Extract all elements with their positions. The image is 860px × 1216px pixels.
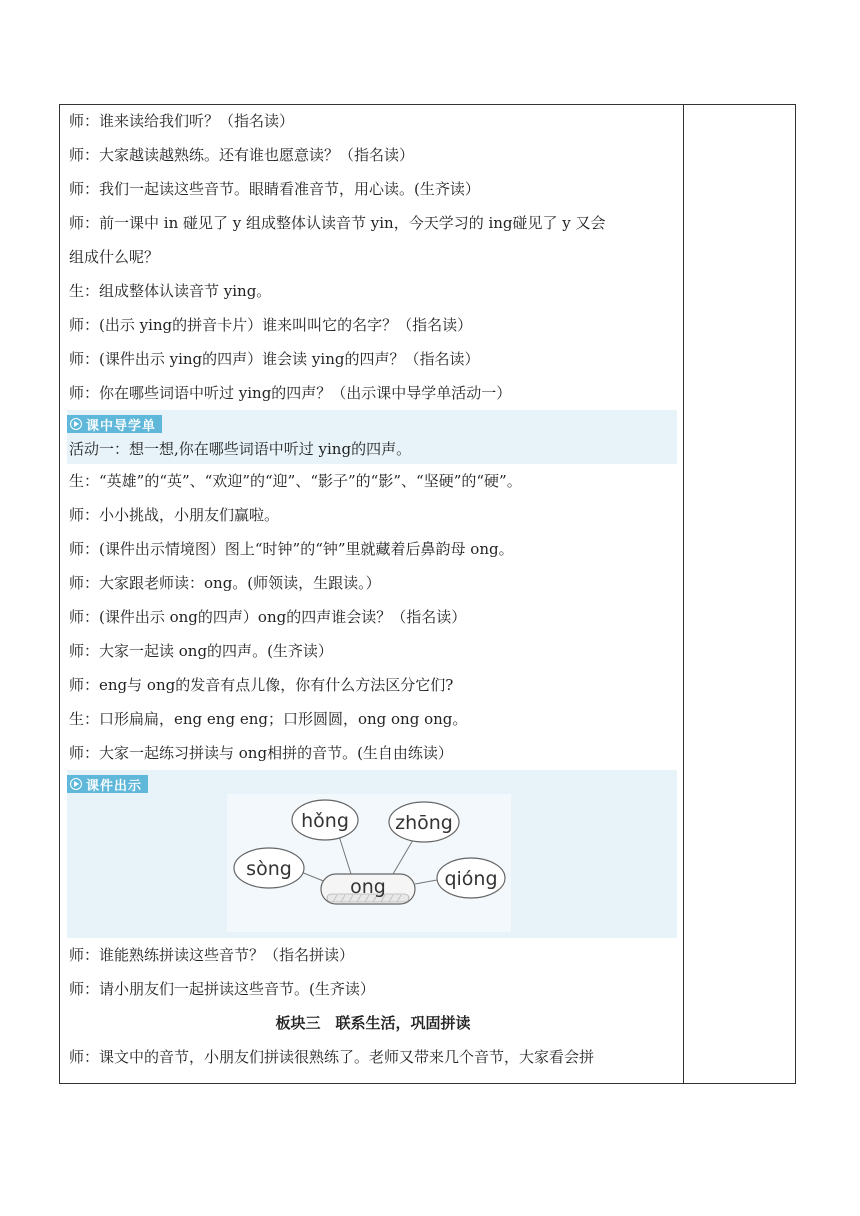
text-line: 组成什么呢？ — [69, 248, 160, 266]
text-line: 生：组成整体认读音节 ying。 — [69, 282, 272, 300]
text-line: 师：(课件出示 ong的四声）ong的四声谁会读？（指名读） — [69, 608, 467, 626]
courseware-tag-label: 课件出示 — [86, 778, 143, 794]
text-line: 师：谁能熟练拼读这些音节？（指名拼读） — [69, 946, 355, 964]
text-line: 师：eng与 ong的发音有点儿像，你有什么方法区分它们? — [69, 676, 454, 694]
syllable-bubble: sòng — [246, 858, 292, 880]
text-line: 师：小小挑战，小朋友们赢啦。 — [69, 506, 280, 524]
text-line: 师：(课件出示 ying的四声）谁会读 ying的四声？（指名读） — [69, 350, 480, 368]
play-circle-icon — [70, 418, 82, 430]
text-line: 师：请小朋友们一起拼读这些音节。(生齐读） — [69, 980, 375, 998]
text-line: 师：我们一起读这些音节。眼睛看准音节，用心读。(生齐读） — [69, 180, 480, 198]
text-line: 师：课文中的音节，小朋友们拼读很熟练了。老师又带来几个音节，大家看会拼 — [69, 1048, 595, 1066]
guide-activity-text: 活动一：想一想,你在哪些词语中听过 ying的四声。 — [69, 440, 412, 458]
guide-sheet-tag — [67, 415, 162, 433]
courseware-box — [67, 770, 677, 938]
guide-sheet-box — [67, 410, 677, 464]
text-line: 生：口形扁扁，eng eng eng；口形圆圆，ong ong ong。 — [69, 710, 468, 728]
text-line: 生：“英雄”的“英”、“欢迎”的“迎”、“影子”的“影”、“坚硬”的“硬”。 — [69, 472, 522, 490]
center-syllable: ong — [350, 876, 386, 898]
guide-sheet-tag-label: 课中导学单 — [86, 418, 157, 434]
text-line: 师：大家越读越熟练。还有谁也愿意读？（指名读） — [69, 146, 415, 164]
text-line: 师：谁来读给我们听？（指名读） — [69, 112, 295, 130]
text-line: 师：(课件出示情境图）图上“时钟”的“钟”里就藏着后鼻韵母 ong。 — [69, 540, 514, 558]
text-line: 师：大家一起读 ong的四声。(生齐读） — [69, 642, 333, 660]
section-heading: 板块三 联系生活，巩固拼读 — [275, 1014, 471, 1032]
table-column-divider — [683, 104, 684, 1084]
syllable-diagram — [227, 794, 511, 932]
lesson-content — [69, 104, 677, 1074]
text-line: 师：(出示 ying的拼音卡片）谁来叫叫它的名字？（指名读） — [69, 316, 473, 334]
syllable-bubble: qióng — [444, 868, 498, 890]
text-line: 师：前一课中 in 碰见了 y 组成整体认读音节 yin，今天学习的 ing碰见了 y 又会 — [69, 214, 606, 232]
syllable-bubble: hǒng — [301, 810, 349, 832]
text-line: 师：大家跟老师读：ong。(师领读，生跟读。） — [69, 574, 381, 592]
text-line: 师：你在哪些词语中听过 ying的四声？（出示课中导学单活动一） — [69, 384, 512, 402]
syllable-bubble: zhōng — [395, 812, 453, 834]
courseware-tag — [67, 775, 148, 793]
play-circle-icon — [70, 778, 82, 790]
text-line: 师：大家一起练习拼读与 ong相拼的音节。(生自由练读） — [69, 744, 453, 762]
